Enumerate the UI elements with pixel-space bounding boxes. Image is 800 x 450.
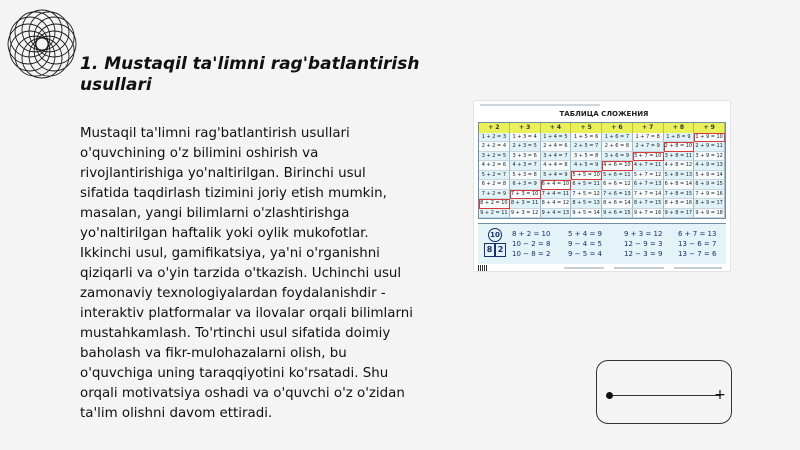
grid-cell: 2 + 9 = 11 [694, 142, 725, 151]
grid-cell: 5 + 8 = 13 [664, 171, 695, 180]
grid-cell: 1 + 7 = 8 [633, 133, 664, 142]
grid-cell: 6 + 9 = 15 [694, 180, 725, 189]
example-equation: 10 − 2 = 8 [512, 240, 551, 248]
badge-part-right: 2 [495, 243, 506, 257]
grid-cell: 4 + 4 = 8 [541, 161, 572, 170]
poster-caption: ТАБЛИЦА СЛОЖЕНИЯ [559, 110, 649, 118]
grid-cell: 5 + 3 = 8 [510, 171, 541, 180]
grid-cell: 4 + 8 = 12 [664, 161, 695, 170]
grid-cell: 3 + 8 = 11 [664, 152, 695, 161]
grid-header: + 4 [541, 123, 572, 133]
grid-cell: 5 + 2 = 7 [479, 171, 510, 180]
grid-cell: 4 + 7 = 11 [633, 161, 664, 170]
poster-header [474, 101, 730, 121]
grid-cell: 1 + 8 = 9 [664, 133, 695, 142]
grid-cell: 5 + 9 = 14 [694, 171, 725, 180]
grid-cell: 6 + 6 = 12 [602, 180, 633, 189]
grid-cell: 2 + 2 = 4 [479, 142, 510, 151]
grid-cell: 1 + 6 = 7 [602, 133, 633, 142]
grid-cell: 6 + 7 = 13 [633, 180, 664, 189]
poster-header-line [480, 104, 600, 106]
grid-cell: 1 + 9 = 10 [694, 133, 725, 142]
grid-cell: 9 + 2 = 11 [479, 209, 510, 218]
grid-cell: 7 + 2 = 9 [479, 190, 510, 199]
grid-cell: 3 + 3 = 6 [510, 152, 541, 161]
slider-widget[interactable] [596, 360, 732, 424]
grid-cell: 8 + 9 = 17 [694, 199, 725, 208]
example-equation: 12 − 9 = 3 [624, 240, 663, 248]
slide-title: 1. Mustaqil ta'limni rag'batlantirish usullari [80, 54, 420, 95]
grid-cell: 4 + 3 = 7 [510, 161, 541, 170]
grid-cell: 3 + 5 = 8 [571, 152, 602, 161]
grid-cell: 4 + 5 = 9 [571, 161, 602, 170]
grid-cell: 9 + 6 = 15 [602, 209, 633, 218]
grid-cell: 6 + 3 = 9 [510, 180, 541, 189]
grid-cell: 2 + 6 = 8 [602, 142, 633, 151]
example-equation: 9 − 4 = 5 [568, 240, 602, 248]
example-equation: 9 − 5 = 4 [568, 250, 602, 258]
grid-cell: 4 + 9 = 13 [694, 161, 725, 170]
grid-header: + 9 [694, 123, 725, 133]
grid-cell: 3 + 2 = 5 [479, 152, 510, 161]
circular-rosette-logo-icon [4, 4, 80, 84]
grid-cell: 9 + 8 = 17 [664, 209, 695, 218]
grid-header: + 2 [479, 123, 510, 133]
grid-cell: 1 + 5 = 6 [571, 133, 602, 142]
grid-cell: 2 + 7 = 9 [633, 142, 664, 151]
grid-cell: 8 + 2 = 10 [479, 199, 510, 208]
grid-cell: 2 + 3 = 5 [510, 142, 541, 151]
example-column [678, 229, 716, 259]
badge-part-left: 8 [484, 243, 495, 257]
grid-cell: 5 + 4 = 9 [541, 171, 572, 180]
example-equation: 9 + 3 = 12 [624, 230, 663, 238]
grid-cell: 8 + 3 = 11 [510, 199, 541, 208]
barcode-icon [478, 265, 488, 271]
grid-cell: 9 + 7 = 16 [633, 209, 664, 218]
grid-cell: 9 + 5 = 14 [571, 209, 602, 218]
grid-cell: 7 + 4 = 11 [541, 190, 572, 199]
grid-header: + 8 [664, 123, 695, 133]
grid-cell: 9 + 9 = 18 [694, 209, 725, 218]
grid-header: + 3 [510, 123, 541, 133]
number-bond-badge [484, 228, 504, 258]
grid-cell: 8 + 8 = 16 [664, 199, 695, 208]
grid-cell: 1 + 3 = 4 [510, 133, 541, 142]
grid-cell: 2 + 8 = 10 [664, 142, 695, 151]
grid-cell: 8 + 6 = 14 [602, 199, 633, 208]
slider-track [609, 395, 721, 396]
start-point-icon[interactable] [606, 392, 613, 399]
grid-header: + 6 [602, 123, 633, 133]
example-equation: 10 − 8 = 2 [512, 250, 551, 258]
grid-cell: 8 + 4 = 12 [541, 199, 572, 208]
grid-cell: 9 + 4 = 13 [541, 209, 572, 218]
grid-cell: 3 + 4 = 7 [541, 152, 572, 161]
grid-cell: 5 + 5 = 10 [571, 171, 602, 180]
example-equation: 8 + 2 = 10 [512, 230, 551, 238]
grid-cell: 7 + 6 = 13 [602, 190, 633, 199]
grid-cell: 4 + 6 = 10 [602, 161, 633, 170]
grid-cell: 3 + 7 = 10 [633, 152, 664, 161]
grid-cell: 6 + 5 = 11 [571, 180, 602, 189]
example-equation: 6 + 7 = 13 [678, 230, 717, 238]
grid-cell: 1 + 4 = 5 [541, 133, 572, 142]
grid-cell: 3 + 6 = 9 [602, 152, 633, 161]
grid-cell: 6 + 4 = 10 [541, 180, 572, 189]
grid-cell: 7 + 9 = 16 [694, 190, 725, 199]
grid-cell: 6 + 2 = 8 [479, 180, 510, 189]
footer-line [674, 267, 722, 269]
grid-header: + 5 [571, 123, 602, 133]
grid-header: + 7 [633, 123, 664, 133]
grid-cell: 2 + 4 = 6 [541, 142, 572, 151]
grid-cell: 7 + 8 = 15 [664, 190, 695, 199]
grid-cell: 7 + 3 = 10 [510, 190, 541, 199]
example-equation: 12 − 3 = 9 [624, 250, 663, 258]
grid-cell: 5 + 7 = 12 [633, 171, 664, 180]
footer-line [614, 267, 664, 269]
footer-line [564, 267, 604, 269]
grid-cell: 3 + 9 = 12 [694, 152, 725, 161]
grid-cell: 1 + 2 = 3 [479, 133, 510, 142]
grid-cell: 2 + 5 = 7 [571, 142, 602, 151]
grid-cell: 5 + 6 = 11 [602, 171, 633, 180]
addition-table-poster-icon [474, 101, 730, 271]
example-equation: 13 − 6 = 7 [678, 240, 717, 248]
grid-cell: 8 + 5 = 13 [571, 199, 602, 208]
grid-cell: 8 + 7 = 15 [633, 199, 664, 208]
grid-cell: 7 + 7 = 14 [633, 190, 664, 199]
grid-cell: 7 + 5 = 12 [571, 190, 602, 199]
example-equation: 13 − 7 = 6 [678, 250, 717, 258]
poster-examples [478, 223, 726, 264]
grid-cell: 9 + 3 = 12 [510, 209, 541, 218]
grid-cell: 6 + 8 = 14 [664, 180, 695, 189]
example-column [568, 229, 602, 259]
badge-total: 10 [488, 228, 502, 242]
example-equation: 5 + 4 = 9 [568, 230, 602, 238]
grid-cell: 4 + 2 = 6 [479, 161, 510, 170]
example-column [512, 229, 550, 259]
slide-body: Mustaqil ta'limni rag'batlantirish usullari o'quvchining o'z bilimini oshirish va rivojlantirishiga yo'naltirilgan. Birinchi usul sifatida taqdirlash tizimini joriy etish mumkin, masalan, yangi bilimlarni o'zlashtirishga yo'naltirilgan haftalik yoki oylik mukofotlar. Ikkinchi usul, gamifikatsiya, ya'ni o'rganishni qiziqarli va o'yin tarzida o'tkazish. Uchinchi usul zamonaviy texnologiyalardan foydalanishdir - interaktiv platformalar va ilovalar orqali bilimlarni mustahkamlash. To'rtinchi usul sifatida doimiy baholash va fikr-mulohazalarni olish, bu o'quvchiga uning taraqqiyotini ko'rsatadi. Shu orqali motivatsiya oshadi va o'quvchi o'z o'zidan ta'lim olishni davom ettiradi. [80, 126, 413, 421]
example-column [624, 229, 662, 259]
plus-icon[interactable]: + [714, 387, 726, 403]
addition-grid [478, 122, 726, 219]
